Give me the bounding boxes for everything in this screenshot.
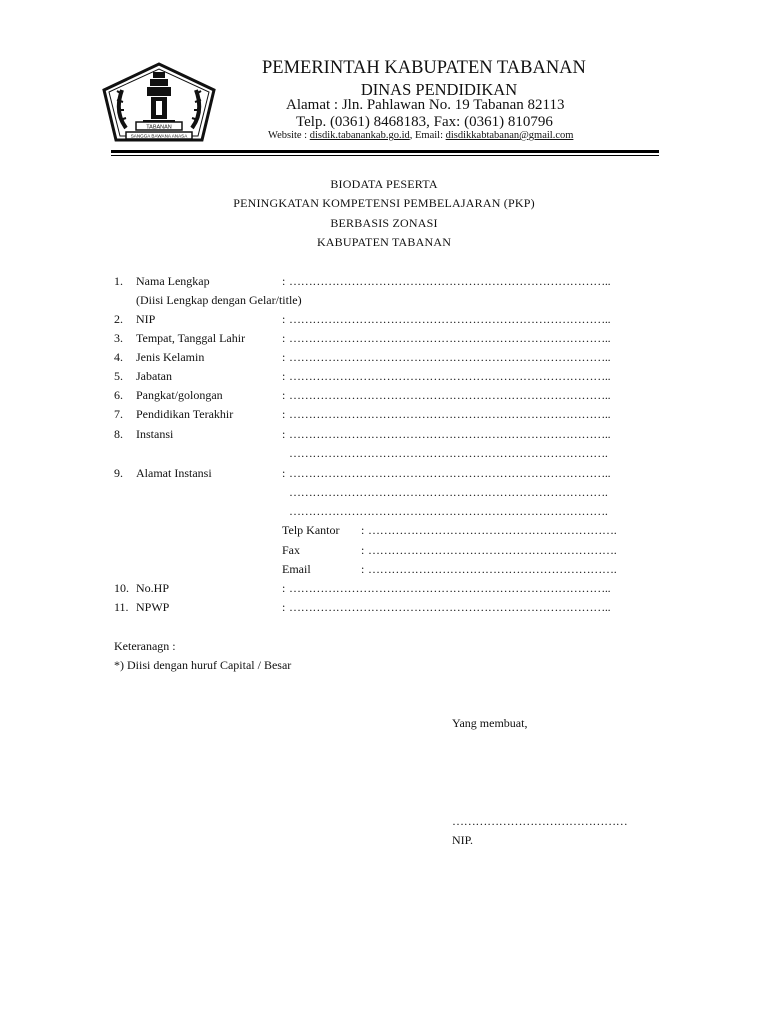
address-line: Alamat : Jln. Pahlawan No. 19 Tabanan 82113	[286, 97, 565, 113]
field-instansi-line-2[interactable]: ……………………………………………………………………….	[289, 446, 608, 460]
colon: :	[282, 331, 286, 345]
field-label-pendidikan: Pendidikan Terakhir	[136, 407, 234, 421]
field-label-fax: Fax	[282, 543, 300, 557]
logo-ribbon-bottom: SANGGA BAWANA ANASA	[130, 133, 188, 139]
field-alamat-line[interactable]: ………………………………………………………………………..	[289, 466, 611, 480]
colon: :	[282, 407, 286, 421]
colon: :	[282, 388, 286, 402]
field-alamat-line-2[interactable]: ……………………………………………………………………….	[289, 485, 608, 499]
field-npwp-line[interactable]: ………………………………………………………………………..	[289, 600, 611, 614]
colon: :	[361, 523, 365, 537]
field-label-alamat-instansi: Alamat Instansi	[136, 466, 212, 480]
signature-maker: Yang membuat,	[452, 716, 528, 730]
notes-label: Keteranagn :	[114, 639, 176, 653]
field-telp-kantor-line[interactable]: ……………………………………………………….	[368, 523, 617, 537]
website-link[interactable]: disdik.tabanankab.go.id	[309, 130, 410, 141]
header-rule-thick	[111, 150, 659, 153]
header-rule-thin	[111, 155, 659, 156]
org-name: PEMERINTAH KABUPATEN TABANAN	[262, 58, 586, 78]
colon: :	[282, 274, 286, 288]
tabanan-emblem-logo	[96, 60, 222, 148]
colon: :	[361, 543, 365, 557]
field-label-nama: Nama Lengkap	[136, 274, 210, 288]
field-nohp-line[interactable]: ………………………………………………………………………..	[289, 581, 611, 595]
department-name: DINAS PENDIDIKAN	[360, 80, 518, 99]
logo-ribbon-top: TABANAN	[146, 124, 172, 131]
field-alamat-line-3[interactable]: ……………………………………………………………………….	[289, 504, 608, 518]
field-email-line[interactable]: ……………………………………………………….	[368, 562, 617, 576]
field-jabatan-line[interactable]: ………………………………………………………………………..	[289, 369, 611, 383]
colon: :	[282, 466, 286, 480]
field-label-jenis-kelamin: Jenis Kelamin	[136, 350, 205, 364]
field-label-instansi: Instansi	[136, 427, 174, 441]
colon: :	[282, 581, 286, 595]
field-label-email: Email	[282, 562, 311, 576]
item-number: 3.	[114, 331, 123, 345]
field-label-nohp: No.HP	[136, 581, 170, 595]
signature-line[interactable]: ………………………………………	[452, 814, 628, 828]
doc-title-1: BIODATA PESERTA	[330, 177, 438, 191]
item-number: 4.	[114, 350, 123, 364]
item-number: 9.	[114, 466, 123, 480]
field-fax-line[interactable]: ……………………………………………………….	[368, 543, 617, 557]
field-label-pangkat: Pangkat/golongan	[136, 388, 223, 402]
colon: :	[282, 369, 286, 383]
item-number: 7.	[114, 407, 123, 421]
signature-nip: NIP.	[452, 833, 474, 847]
field-ttl-line[interactable]: ………………………………………………………………………..	[289, 331, 611, 345]
colon: :	[282, 600, 286, 614]
colon: :	[282, 312, 286, 326]
field-label-telp-kantor: Telp Kantor	[282, 523, 340, 537]
doc-title-4: KABUPATEN TABANAN	[316, 235, 452, 249]
field-nip-line[interactable]: ………………………………………………………………………..	[289, 312, 611, 326]
email-link[interactable]: disdikkabtabanan@gmail.com	[445, 130, 574, 141]
field-pendidikan-line[interactable]: ………………………………………………………………………..	[289, 407, 611, 421]
item-number: 2.	[114, 312, 123, 326]
item-number: 5.	[114, 369, 123, 383]
field-hint-gelar: (Diisi Lengkap dengan Gelar/title)	[136, 293, 302, 307]
field-label-npwp: NPWP	[136, 600, 170, 614]
field-instansi-line[interactable]: ………………………………………………………………………..	[289, 427, 611, 441]
colon: :	[282, 350, 286, 364]
item-number: 6.	[114, 388, 123, 402]
web-email-line: Website : disdik.tabanankab.go.id, Email: disdikkabtabanan@gmail.com	[268, 130, 574, 141]
notes-text: *) Diisi dengan huruf Capital / Besar	[114, 658, 292, 672]
doc-title-2: PENINGKATAN KOMPETENSI PEMBELAJARAN (PKP)	[233, 196, 535, 210]
field-label-ttl: Tempat, Tanggal Lahir	[136, 331, 246, 345]
field-label-jabatan: Jabatan	[136, 369, 172, 383]
item-number: 8.	[114, 427, 123, 441]
field-label-nip: NIP	[136, 312, 156, 326]
item-number: 10.	[114, 581, 129, 595]
colon: :	[282, 427, 286, 441]
phone-fax-line: Telp. (0361) 8468183, Fax: (0361) 810796	[296, 114, 553, 130]
item-number: 11.	[114, 600, 129, 614]
item-number: 1.	[114, 274, 123, 288]
field-jenis-kelamin-line[interactable]: ………………………………………………………………………..	[289, 350, 611, 364]
field-nama-line[interactable]: ………………………………………………………………………..	[289, 274, 611, 288]
colon: :	[361, 562, 365, 576]
field-pangkat-line[interactable]: ………………………………………………………………………..	[289, 388, 611, 402]
doc-title-3: BERBASIS ZONASI	[330, 216, 438, 230]
